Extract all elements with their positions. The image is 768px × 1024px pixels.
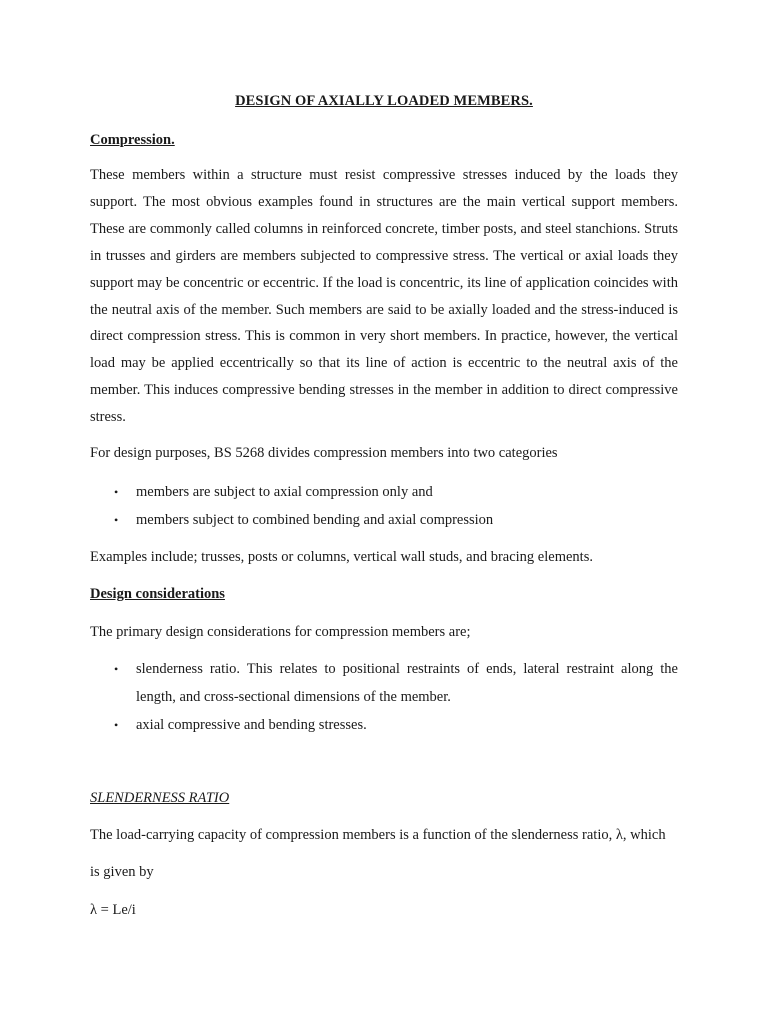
slenderness-text-line1: The load-carrying capacity of compression members is a function of the slenderness ratio, λ, which: [90, 827, 666, 843]
slenderness-ratio-heading: SLENDERNESS RATIO: [90, 790, 230, 806]
compression-paragraph: These members within a structure must resist compressive stresses induced by the loads they support. The most obvious examples found in structures are the main vertical support members. These are commonly called columns in reinforced concrete, timber posts, and steel stanchions. Struts in trusses and girders are members subjected to compressive stress. The vertical or axial loads they support may be concentric or eccentric. If the load is concentric, its line of application coincides with the neutral axis of the member. Such members are said to be axially loaded and the stress-induced is direct compression stress. This is common in very short members. In practice, however, the vertical load may be applied eccentrically so that its line of action is eccentric to the neutral axis of the member. This induces compressive bending stresses in the member in addition to direct compressive stress.: [90, 167, 678, 426]
list-item: [90, 512, 678, 528]
list-item-text: members are subject to axial compression only and: [136, 484, 433, 500]
document-title: DESIGN OF AXIALLY LOADED MEMBERS.: [235, 93, 533, 109]
design-considerations-heading: Design considerations: [90, 586, 225, 602]
list-item: [90, 484, 678, 500]
bullet-icon: •: [114, 513, 119, 527]
bullet-icon: •: [114, 718, 119, 732]
list-item: [90, 711, 678, 739]
considerations-list: [90, 655, 678, 739]
examples-text: Examples include; trusses, posts or columns, vertical wall studs, and bracing elements.: [90, 549, 593, 565]
slenderness-formula: λ = Le/i: [90, 902, 136, 918]
bullet-icon: •: [114, 662, 119, 676]
design-intro-text: The primary design considerations for compression members are;: [90, 624, 471, 640]
bullet-icon: •: [114, 485, 119, 499]
list-item-text: members subject to combined bending and axial compression: [136, 512, 494, 528]
bs-intro-text: For design purposes, BS 5268 divides compression members into two categories: [90, 445, 558, 461]
slenderness-text-line2: is given by: [90, 864, 154, 880]
compression-heading: Compression.: [90, 132, 175, 148]
list-item-text: axial compressive and bending stresses.: [136, 717, 367, 733]
categories-list: [90, 484, 678, 528]
list-item: [90, 655, 678, 711]
list-item-text: slenderness ratio. This relates to positional restraints of ends, lateral restraint along the length, and cross-sectional dimensions of the member.: [136, 661, 678, 705]
